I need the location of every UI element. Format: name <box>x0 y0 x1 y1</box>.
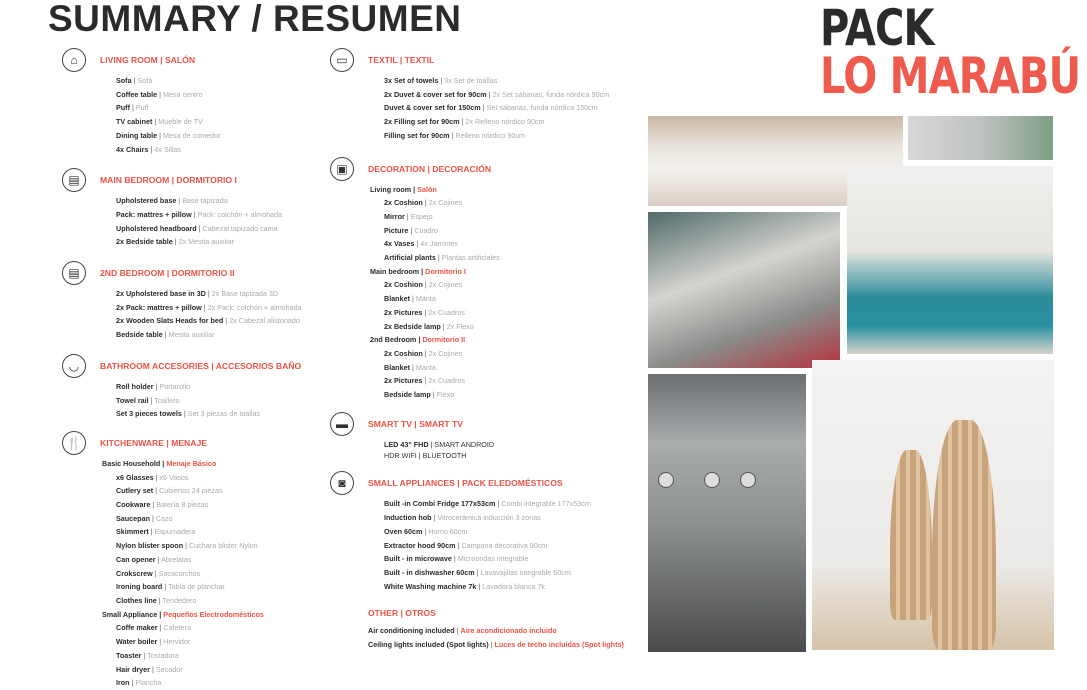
sofa-icon: ⌂ <box>62 48 86 72</box>
washing-machine-icon: ◙ <box>330 471 354 495</box>
list-item: Duvet & cover set for 150cm | Set sábanas, funda nórdica 150cm <box>384 103 598 113</box>
list-item: 2x Bedside table | 2x Mesita auxiliar <box>116 237 235 247</box>
list-item: Roll holder | Portarollo <box>116 381 191 391</box>
sub-heading: 2nd Bedroom | Dormitorio II <box>370 335 466 345</box>
list-item: 2x Coshion | 2x Cojines <box>384 348 463 358</box>
list-item: 2x Coshion | 2x Cojines <box>384 280 463 290</box>
dining-area-photo <box>847 166 1053 354</box>
vase-small <box>890 450 932 620</box>
list-item: Oven 60cm | Horno 60cm <box>384 526 468 536</box>
list-item: Upholstered headboard | Cabezal tapizado cama <box>116 223 278 233</box>
list-item: 2x Coshion | 2x Cojines <box>384 198 463 208</box>
bed-icon: ▤ <box>62 168 86 192</box>
section-title: SMART TV | SMART TV <box>368 418 464 429</box>
list-item: Water boiler | Hervidor <box>116 637 191 647</box>
oven-photo <box>648 374 806 652</box>
list-item: Pack: mattres + pillow | Pack: colchón + almohada <box>116 209 283 219</box>
sub-heading: Basic Household | Menaje Básico <box>102 458 217 468</box>
column-middle <box>330 46 640 652</box>
list-item: Built - in microwave | Microondas integrable <box>384 554 529 564</box>
section-decoration <box>330 155 640 402</box>
section-title: 2ND BEDROOM | DORMITORIO II <box>100 268 235 279</box>
list-item: Set 3 pieces towels | Set 3 piezas de toallas <box>116 409 261 419</box>
list-item: Bedside table | Mesita auxiliar <box>116 330 215 340</box>
section-0 <box>62 46 324 156</box>
list-item: 2x Upholstered base in 3D | 2x Base tapizada 3D <box>116 289 279 299</box>
living-room-photo <box>908 116 1053 160</box>
section-title: TEXTIL | TEXTIL <box>368 55 435 65</box>
list-item: Bedside lamp | Flexo <box>384 390 455 400</box>
list-item: 2x Pictures | 2x Cuadros <box>384 376 465 386</box>
section-title: DECORATION | DECORACIÓN <box>368 163 492 174</box>
bed-icon: ▤ <box>62 261 86 285</box>
section-title: MAIN BEDROOM | DORMITORIO I <box>100 175 237 186</box>
list-item: Induction hob | Vitrocerámica inducción 3 zonas <box>384 513 541 523</box>
list-item: White Washing machine 7k | Lavadora blanca 7k <box>384 581 546 591</box>
list-item: Hair dryer | Secador <box>116 664 183 674</box>
list-item: 2x Bedside lamp | 2x Flexo <box>384 321 474 331</box>
section-1 <box>62 166 324 249</box>
pack-title-line1: PACK <box>820 0 934 57</box>
list-item: Blanket | Manta <box>384 294 436 304</box>
list-item: 2x Pictures | 2x Cuadros <box>384 307 465 317</box>
list-item: 2x Wooden Slats Heads for bed | 2x Cabezal alistonado <box>116 316 300 326</box>
section-textil <box>330 46 640 143</box>
list-item: Cutlery set | Cubiertos 24 piezas <box>116 486 223 496</box>
list-item: TV cabinet | Mueble de TV <box>116 117 203 127</box>
section-2 <box>62 259 324 342</box>
section-other <box>330 605 640 651</box>
list-item: Dining table | Mesa de comedor <box>116 130 221 140</box>
list-item: Coffee table | Mesa centro <box>116 89 203 99</box>
list-item: Crokscrew | Sacacorchos <box>116 568 201 578</box>
pack-title-line2: LO MARABÚ <box>820 47 1081 105</box>
vase-large <box>932 420 996 650</box>
list-item: Toaster | Tostadora <box>116 650 179 660</box>
section-small-appliances <box>330 469 640 593</box>
vases-photo <box>812 360 1054 650</box>
list-item: Extractor hood 90cm | Campana decorativa 90cm <box>384 540 548 550</box>
list-item: Nylon blister spoon | Cuchara blister Nylon <box>116 541 258 551</box>
sub-heading: Small Appliance | Pequeños Electrodomésticos <box>102 609 264 619</box>
list-item: Built - in dishwasher 60cm | Lavavajillas integrable 60cm <box>384 567 571 577</box>
list-item: Ironing board | Tabla de planchar <box>116 582 225 592</box>
list-item: Puff | Puff <box>116 103 149 113</box>
section-title: SMALL APPLIANCES | PACK ELEDOMÉSTICOS <box>368 478 563 489</box>
list-item: Saucepan | Cazo <box>116 513 173 523</box>
sub-heading: Living room | Salón <box>370 184 437 194</box>
list-item: Coffe maker | Cafetera <box>116 623 191 633</box>
list-item: 2x Filling set for 90cm | 2x Relleno nórdico 90cm <box>384 117 545 127</box>
list-item: Sofa | Sofá <box>116 76 153 85</box>
list-item: LED 43" FHD | SMART ANDROID <box>384 439 495 449</box>
list-item: Iron | Plancha <box>116 678 162 688</box>
section-title: OTHER | OTROS <box>368 608 436 619</box>
list-item: Artificial plants | Plantas artificiales <box>384 253 500 263</box>
list-item: Mirror | Espejo <box>384 211 433 221</box>
section-title: BATHROOM ACCESORIES | ACCESORIOS BAÑO <box>100 360 302 371</box>
list-item: Skimmert | Espumadera <box>116 527 196 537</box>
list-item: Towel rail | Toallero <box>116 395 180 405</box>
list-item: Blanket | Manta <box>384 362 436 372</box>
list-item: Can opener | Abrelatas <box>116 554 192 564</box>
pack-title <box>820 0 1087 105</box>
list-item: Upholstered base | Base tapizada <box>116 196 228 206</box>
column-left <box>62 46 324 690</box>
list-item: 2x Duvet & cover set for 90cm | 2x Set sábanas, funda nórdica 90cm <box>384 89 610 99</box>
section-kitchenware <box>62 429 324 690</box>
bathtub-icon: ◡ <box>62 354 86 378</box>
section-title: LIVING ROOM | SALÓN <box>100 55 196 65</box>
list-item: Filling set for 90cm | Relleno nórdico 90cm <box>384 130 525 140</box>
section-3 <box>62 352 324 421</box>
section-smart-tv <box>330 410 640 462</box>
section-title: KITCHENWARE | MENAJE <box>100 437 207 448</box>
list-item: 4x Vases | 4x Jarrones <box>384 239 458 249</box>
tv-icon: ▬ <box>330 412 354 436</box>
list-item: HDR WIFI | BLUETOOTH <box>384 451 467 461</box>
list-item: Clothes line | Tendedero <box>116 595 197 605</box>
list-item: x6 Glasses | x6 Vasos <box>116 472 189 482</box>
kitchenware-photo <box>648 212 840 368</box>
list-item: 3x Set of towels | 3x Set de toallas <box>384 76 498 85</box>
cutlery-icon: 🍴 <box>62 431 86 455</box>
list-item: 2x Pack: mattres + pillow | 2x Pack: colchón + almohada <box>116 302 302 312</box>
list-item: Air conditioning included | Aire acondicionado incluido <box>368 626 557 636</box>
list-item: Cookware | Batería 8 piezas <box>116 500 209 510</box>
list-item: 4x Chairs | 4x Sillas <box>116 144 182 154</box>
sub-heading: Main bedroom | Dormitorio I <box>370 266 466 276</box>
list-item: Built -in Combi Fridge 177x53cm | Combi integrable 177x53cm <box>384 499 591 509</box>
list-item: Picture | Cuadro <box>384 225 438 235</box>
page-title: SUMMARY / RESUMEN <box>48 0 462 39</box>
picture-icon: ▣ <box>330 157 354 181</box>
list-item: Ceiling lights included (Spot lights) | Luces de techo incluidas (Spot lights) <box>368 640 624 650</box>
towel-icon: ▭ <box>330 48 354 72</box>
